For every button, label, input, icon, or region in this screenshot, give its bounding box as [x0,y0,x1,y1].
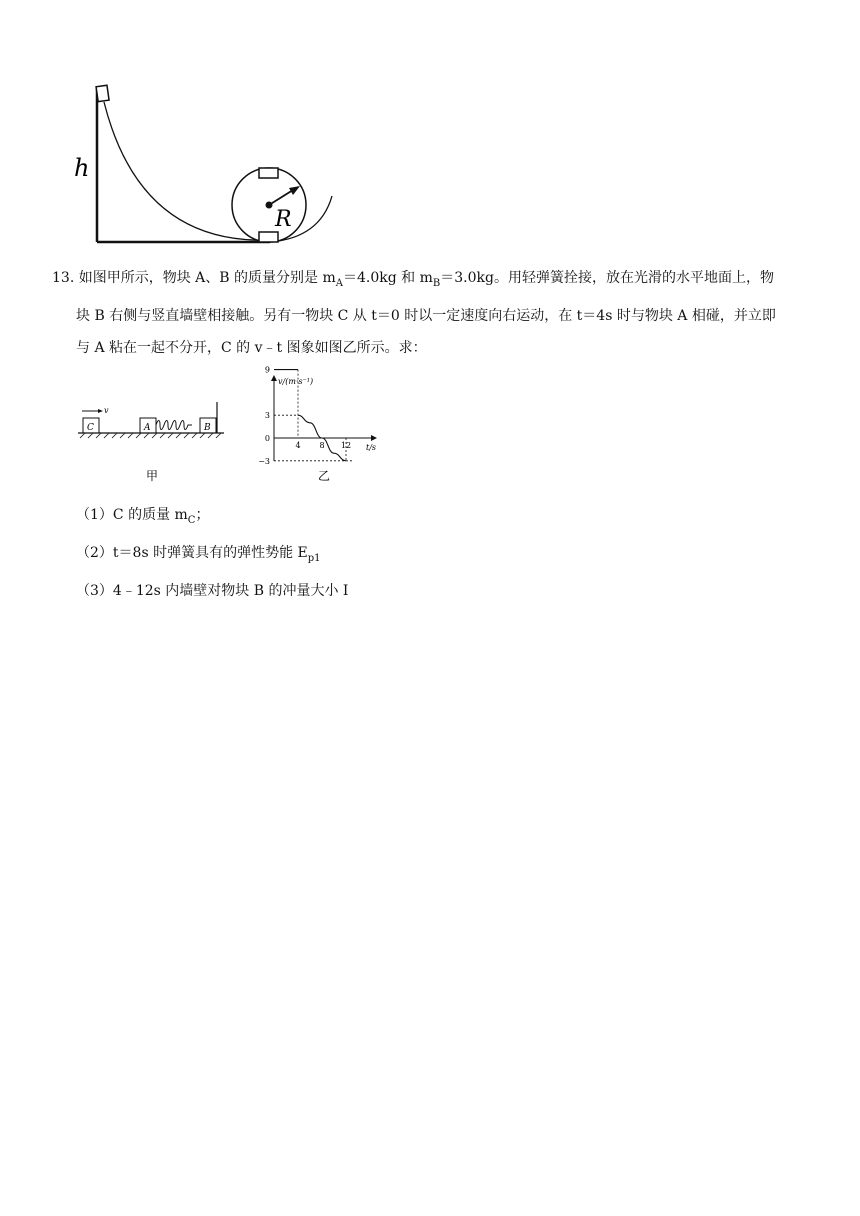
subquestion-1: （1）C 的质量 $m_C$； [76,507,210,526]
y-tick-label-1: 3 [264,411,270,421]
x-tick-label-2: 12 [340,441,352,450]
height-label: h [74,154,90,182]
x-tick-label-0: 4 [295,441,301,450]
top-block [96,85,109,101]
subquestion-3: （3）4﹣12s 内墙壁对物块 B 的冲量大小 I [76,583,349,599]
loop-bottom-block [259,232,278,242]
x-tick-label-1: 8 [319,441,325,450]
question-line-2: 块 B 右侧与竖直墙壁相接触。另有一物块 C 从 t＝0 时以一定速度向右运动，在 t＝4s 时与物块 A 相碰，并立即 [76,307,776,324]
radius-label: R [275,207,292,232]
loop-top-block [259,168,278,178]
velocity-arrowhead [98,409,103,413]
track-loop-figure [70,80,350,250]
question-line-1: 13. 如图甲所示，物块 A、B 的质量分别是 $m_A=4.0kg$ 和 $m_B=3.0kg$。用轻弹簧拴接，放在光滑的水平地面上，物 [52,270,774,289]
curved-track [104,102,270,240]
caption-yi: 乙 [318,469,331,483]
radius-arrowhead [289,186,300,195]
question-13 [52,262,822,364]
block-B-label: B [204,423,211,433]
subquestion-2: （2）t＝8s 时弹簧具有的弹性势能 $E_{p1}$ [76,545,321,564]
spring [156,421,192,430]
figure-jia [78,402,224,483]
y-tick-label-3: −3 [258,456,270,466]
y-tick-label-2: 0 [264,434,270,443]
question-line-3: 与 A 粘在一起不分开，C 的 v﹣t 图象如图乙所示。求： [76,339,427,356]
block-A-label: A [144,423,151,433]
t-axis-arrowhead [371,435,377,441]
figure-yi [258,366,377,483]
block-C-label: C [87,423,94,433]
caption-jia: 甲 [146,469,159,483]
floor-hatching [80,433,221,438]
velocity-label: v [104,406,109,415]
question-number: 13. [52,270,75,286]
v-axis-label: v/(m·s⁻¹) [278,377,314,386]
v-axis-arrowhead [271,375,277,381]
t-axis-label: t/s [366,443,377,452]
radius-arrow [269,190,293,205]
y-tick-label-0: 9 [264,365,270,375]
figures-jia-yi [74,365,384,484]
